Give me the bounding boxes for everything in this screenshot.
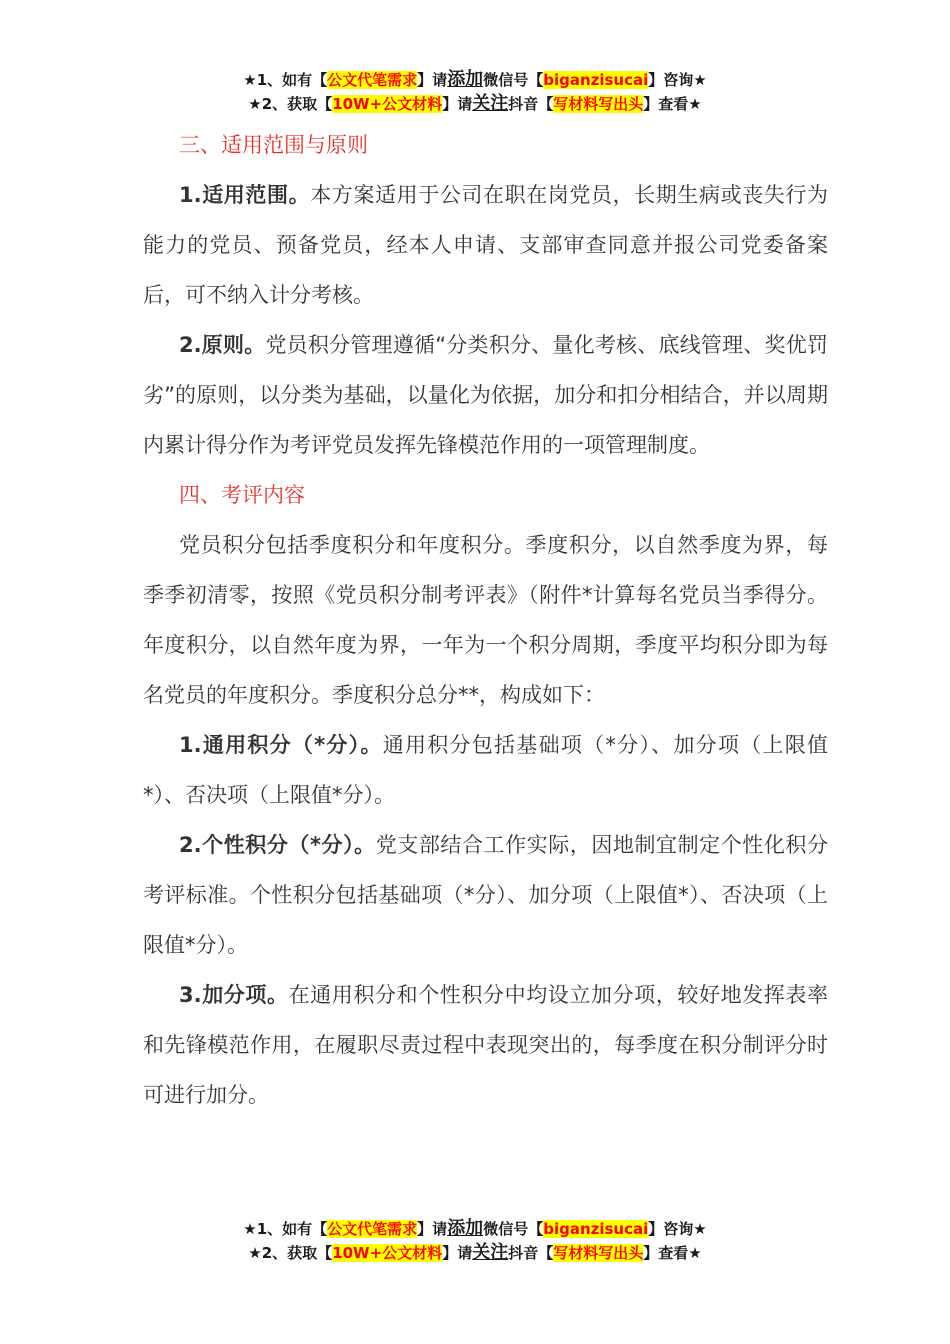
banner-text: ★2、获取【 <box>248 1244 333 1262</box>
banner-text: 】咨询★ <box>648 1220 707 1238</box>
banner-text: ★1、如有【 <box>243 1220 328 1238</box>
banner-line-2 <box>0 1241 950 1265</box>
banner-line-1 <box>0 1217 950 1241</box>
banner-line-2 <box>0 92 950 116</box>
paragraph-text: 在通用积分和个性积分中均设立加分项，较好地发挥表率和先锋模范作用，在履职尽责过程中表现突出的，每季度在积分制评分时可进行加分。 <box>143 983 828 1107</box>
banner-emphasis: 关注 <box>472 1242 509 1263</box>
paragraph-principle <box>143 320 828 470</box>
paragraph-text: 党员积分包括季度积分和年度积分。季度积分，以自然季度为界，每季季初清零，按照《党员积分制考评表》（附件*计算每名党员当季得分。年度积分，以自然年度为界，一年为一个积分周期，季度平均积分即为每名党员的年度积分。季度积分总分**，构成如下： <box>143 533 828 707</box>
banner-line-1 <box>0 68 950 92</box>
section-4-title: 四、考评内容 <box>179 483 305 507</box>
paragraph-label: 1.适用范围。 <box>179 183 311 207</box>
banner-emphasis: 添加 <box>447 1218 484 1239</box>
banner-text: 】咨询★ <box>648 71 707 89</box>
banner-highlight: 10W+公文材料 <box>332 1244 443 1262</box>
banner-text: 】请 <box>442 95 473 113</box>
paragraph-text: 党员积分管理遵循“分类积分、量化考核、底线管理、奖优罚劣”的原则，以分类为基础，以量化为依据，加分和扣分相结合，并以周期内累计得分作为考评党员发挥先锋模范作用的一项管理制度。 <box>143 333 828 457</box>
paragraph-text: 本方案适用于公司在职在岗党员，长期生病或丧失行为能力的党员、预备党员，经本人申请、支部审查同意并报公司党委备案后，可不纳入计分考核。 <box>143 183 829 307</box>
banner-emphasis: 添加 <box>447 69 484 90</box>
banner-text: 】请 <box>442 1244 473 1262</box>
banner-text: 微信号【 <box>483 1220 544 1238</box>
banner-text: 抖音【 <box>508 1244 554 1262</box>
banner-douyin-id: 写材料写出头 <box>553 95 644 113</box>
banner-text: 抖音【 <box>508 95 554 113</box>
paragraph-label: 2.原则。 <box>179 333 266 357</box>
paragraph-text: 党支部结合工作实际，因地制宜制定个性化积分考评标准。个性积分包括基础项（*分）、加分项（上限值*）、否决项（上限值*分）。 <box>143 833 828 957</box>
banner-text: 】查看★ <box>643 95 702 113</box>
document-body <box>143 120 828 1120</box>
paragraph-scope <box>143 170 828 320</box>
paragraph-general-points <box>143 720 828 820</box>
banner-highlight: 公文代笔需求 <box>327 1220 418 1238</box>
paragraph-label: 1.通用积分（*分）。 <box>179 733 383 757</box>
banner-text: 】请 <box>417 71 448 89</box>
banner-emphasis: 关注 <box>472 93 509 114</box>
banner-highlight: 公文代笔需求 <box>327 71 418 89</box>
banner-text: 】请 <box>417 1220 448 1238</box>
banner-douyin-id: 写材料写出头 <box>553 1244 644 1262</box>
paragraph-evaluation-intro <box>143 520 828 720</box>
paragraph-individual-points <box>143 820 828 970</box>
paragraph-label: 3.加分项。 <box>179 983 289 1007</box>
banner-text: 】查看★ <box>643 1244 702 1262</box>
paragraph-bonus-items <box>143 970 828 1120</box>
bottom-banner <box>0 1217 950 1265</box>
section-3-title: 三、适用范围与原则 <box>179 133 368 157</box>
paragraph-text: 通用积分包括基础项（*分）、加分项（上限值*）、否决项（上限值*分）。 <box>143 733 828 807</box>
banner-wechat-id: biganzisucai <box>543 1220 649 1238</box>
banner-text: ★1、如有【 <box>243 71 328 89</box>
banner-wechat-id: biganzisucai <box>543 71 649 89</box>
paragraph-label: 2.个性积分（*分）。 <box>179 833 376 857</box>
top-banner <box>0 68 950 116</box>
banner-text: 微信号【 <box>483 71 544 89</box>
banner-text: ★2、获取【 <box>248 95 333 113</box>
banner-highlight: 10W+公文材料 <box>332 95 443 113</box>
